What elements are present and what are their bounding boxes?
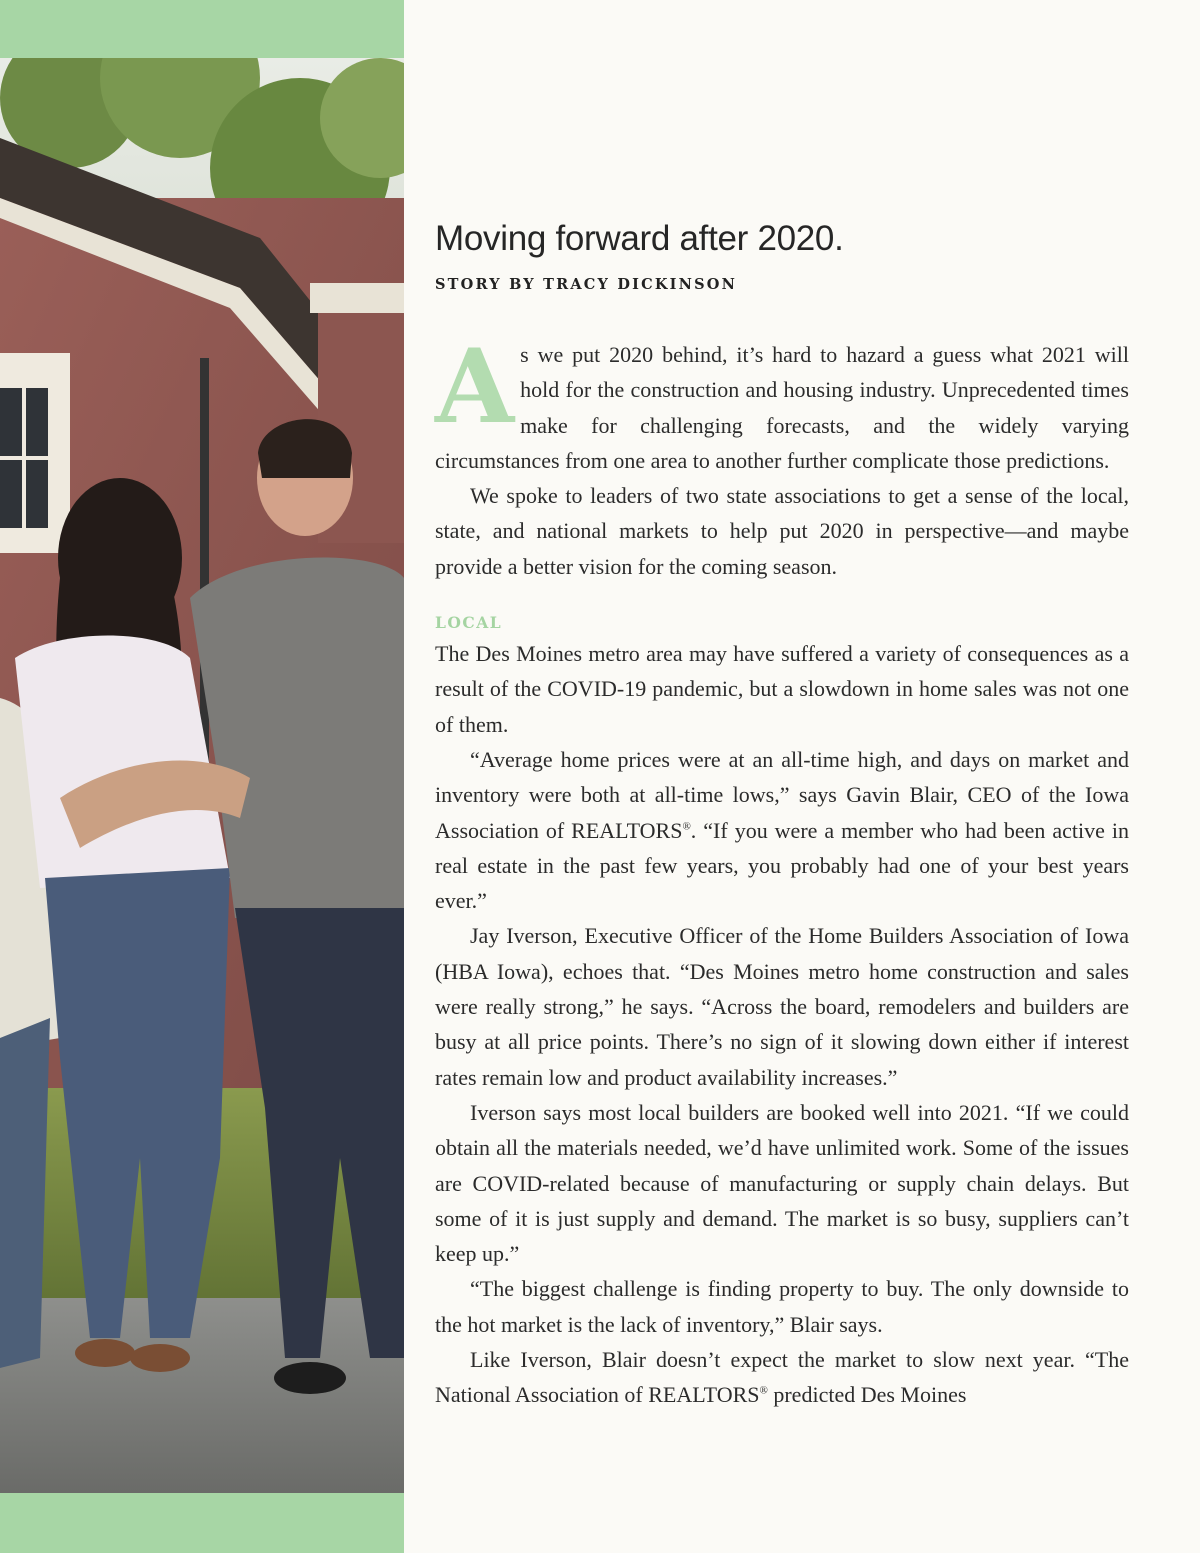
dropcap: A — [435, 327, 515, 447]
local-paragraph-2-text-a: “Average home prices were at an all-time high, and days on market and inventory were both at all-time lows,” says Gavin Blair, CEO of the Iowa Association of REALTORS — [435, 746, 1129, 843]
article-title: Moving forward after 2020. — [435, 219, 844, 258]
local-paragraph-6-text-b: predicted Des Moines — [767, 1382, 967, 1408]
local-paragraph-4: Iverson says most local builders are booked well into 2021. “If we could obtain all the materials needed, we’d have unlimited work. Some of the issues are COVID-related because of manufacturing or supply chain delays. But some of it is just supply and demand. The market is so busy, suppliers can’t keep up.” — [435, 1099, 1129, 1267]
local-paragraph-3: Jay Iverson, Executive Officer of the Home Builders Association of Iowa (HBA Iowa), echoes that. “Des Moines metro home construction and sales were really strong,” he says. “Across the board, remodelers and builders are busy at all price points. There’s no sign of it slowing down either if interest rates remain low and product availability increases.” — [435, 923, 1129, 1090]
local-paragraph-1: The Des Moines metro area may have suffered a variety of consequences as a result of the COVID-19 pandemic, but a slowdown in home sales was not one of them. — [435, 641, 1129, 737]
local-paragraph-6-text-a: Like Iverson, Blair doesn’t expect the market to slow next year. “The National Association of REALTORS — [435, 1347, 1129, 1408]
photo-column — [0, 0, 404, 1553]
intro-paragraph-1-text: s we put 2020 behind, it’s hard to hazard a guess what 2021 will hold for the construction and housing industry. Unprecedented times make for challenging forecasts, and the widely varying circumstances from one area to another further complicate those predictions. — [435, 342, 1129, 473]
family-house-photo — [0, 58, 404, 1493]
registered-mark: ® — [682, 820, 691, 833]
intro-paragraph-1 — [435, 327, 1129, 478]
local-paragraph-5: “The biggest challenge is finding property to buy. The only downside to the hot market is the lack of inventory,” Blair says. — [435, 1276, 1129, 1337]
intro-paragraph-2: We spoke to leaders of two state associations to get a sense of the local, state, and national markets to help put 2020 in perspective—and maybe provide a better vision for the coming season. — [435, 483, 1129, 579]
local-paragraph-6 — [435, 1342, 1129, 1413]
local-paragraph-2-text-b: . “If you were a member who had been active in real estate in the past few years, you probably had one of your best years ever.” — [435, 817, 1129, 914]
byline: STORY BY TRACY DICKINSON — [435, 276, 738, 293]
local-paragraph-2 — [435, 742, 1129, 918]
registered-mark: ® — [759, 1384, 768, 1397]
section-heading-local: LOCAL — [435, 613, 503, 633]
article-body — [435, 327, 1129, 1413]
